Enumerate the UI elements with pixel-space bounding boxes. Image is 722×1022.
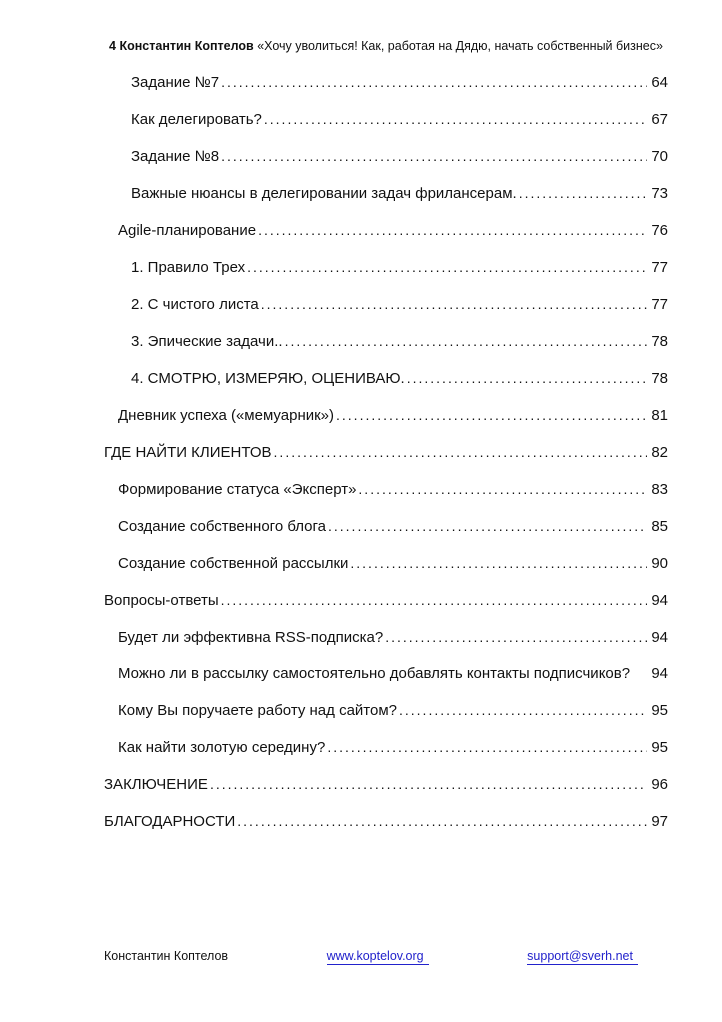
toc-leader-dots [285,332,648,351]
page-footer [104,948,638,965]
toc-leader-dots [328,517,647,536]
toc-leader-dots [336,406,647,425]
toc-entry[interactable] [104,443,668,462]
header-page-number: 4 [109,39,116,53]
toc-entry[interactable] [104,738,668,757]
toc-entry[interactable] [104,73,668,92]
toc-entry[interactable] [104,295,668,314]
toc-page-number: 95 [651,702,668,719]
toc-page-number: 82 [651,444,668,461]
toc-entry-label: 2. С чистого листа [131,296,259,313]
toc-leader-dots [327,738,647,757]
toc-page-number: 97 [651,813,668,830]
toc-leader-dots [385,628,647,647]
toc-page-number: 94 [651,629,668,646]
toc-page-number: 64 [651,74,668,91]
toc-entry[interactable] [104,517,668,536]
toc-leader-dots [399,701,647,720]
table-of-contents [104,73,668,849]
toc-page-number: 83 [651,481,668,498]
toc-entry[interactable] [104,812,668,831]
toc-page-number: 95 [651,739,668,756]
toc-page-number: 81 [651,407,668,424]
toc-leader-dots [261,295,648,314]
toc-page-number: 77 [651,259,668,276]
toc-leader-dots [358,480,647,499]
toc-page-number: 77 [651,296,668,313]
toc-entry-label: ГДЕ НАЙТИ КЛИЕНТОВ [104,444,272,461]
footer-author: Константин Коптелов [104,949,229,963]
toc-entry-label: Создание собственной рассылки [118,555,349,572]
toc-entry[interactable] [104,406,668,425]
toc-entry-label: БЛАГОДАРНОСТИ [104,813,236,830]
toc-entry-label: Задание №7 [131,74,220,91]
toc-page-number: 73 [651,185,668,202]
toc-leader-dots [221,73,647,92]
toc-leader-dots [221,591,648,610]
toc-page-number: 85 [651,518,668,535]
toc-entry-label: Будет ли эффективна RSS-подписка? [118,629,384,646]
toc-entry-label: ЗАКЛЮЧЕНИЕ [104,776,208,793]
toc-leader-dots [247,258,647,277]
toc-leader-dots [519,184,648,203]
toc-entry[interactable] [104,147,668,166]
toc-leader-dots [237,812,647,831]
toc-entry[interactable] [104,258,668,277]
toc-entry[interactable] [104,110,668,129]
toc-entry[interactable] [104,701,668,720]
toc-entry-label: 1. Правило Трех [131,259,246,276]
toc-entry[interactable] [104,591,668,610]
toc-page-number: 70 [651,148,668,165]
toc-entry-label: Вопросы-ответы [104,592,219,609]
toc-entry[interactable] [104,554,668,573]
toc-entry-label: Создание собственного блога [118,518,326,535]
toc-entry-label: Можно ли в рассылку самостоятельно добавлять контакты подписчиков? [118,665,631,682]
header-author: Константин Коптелов [119,39,254,53]
toc-entry-label: Как делегировать? [131,111,262,128]
toc-entry-label: Кому Вы поручаете работу над сайтом? [118,702,397,719]
toc-entry-label: Agile-планирование [118,222,257,239]
toc-entry[interactable] [104,665,668,683]
toc-leader-dots [407,369,648,388]
toc-entry-label: 3. Эпические задачи.. [131,333,283,350]
toc-entry-label: Как найти золотую середину? [118,739,326,756]
toc-entry[interactable] [104,332,668,351]
toc-entry-label: Важные нюансы в делегировании задач фрилансерам. [131,185,517,202]
toc-leader-dots [264,110,647,129]
toc-entry-label: Формирование статуса «Эксперт» [118,481,357,498]
toc-leader-dots [258,221,647,240]
running-header [100,38,672,54]
toc-leader-dots [210,775,647,794]
toc-page-number: 76 [651,222,668,239]
toc-page-number: 78 [651,370,668,387]
toc-page-number: 67 [651,111,668,128]
toc-entry-label: Задание №8 [131,148,220,165]
toc-entry[interactable] [104,628,668,647]
toc-entry[interactable] [104,775,668,794]
toc-leader-dots [350,554,647,573]
toc-page-number: 96 [651,776,668,793]
website-link[interactable]: www.koptelov.org [327,948,429,965]
toc-entry[interactable] [104,480,668,499]
toc-page-number: 94 [651,592,668,609]
toc-entry[interactable] [104,221,668,240]
email-link[interactable]: support@sverh.net [527,948,638,965]
toc-leader-dots [221,147,647,166]
header-book-title: «Хочу уволиться! Как, работая на Дядю, начать собственный бизнес» [257,39,663,53]
toc-page-number: 90 [651,555,668,572]
toc-entry[interactable] [104,369,668,388]
toc-entry-label: 4. СМОТРЮ, ИЗМЕРЯЮ, ОЦЕНИВАЮ. [131,370,405,387]
toc-entry-label: Дневник успеха («мемуарник») [118,407,335,424]
toc-leader-dots [274,443,648,462]
toc-entry[interactable] [104,184,668,203]
toc-page-number: 94 [651,665,668,682]
toc-page-number: 78 [651,333,668,350]
